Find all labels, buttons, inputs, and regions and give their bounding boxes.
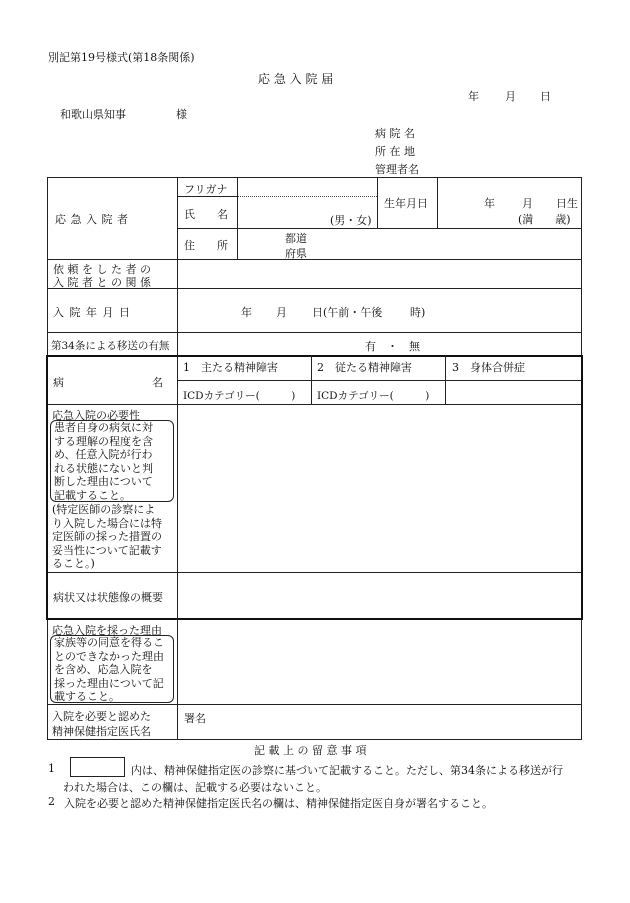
row-line xyxy=(47,704,582,705)
hospital-address-label: 所 在 地 xyxy=(375,145,415,158)
birthdate-label: 生年月日 xyxy=(384,197,428,210)
admission-day: 日(午前・午後 xyxy=(312,306,383,319)
necessity-heading: 応急入院の必要性 xyxy=(52,409,140,422)
reason-heading: 応急入院を採った理由 xyxy=(52,624,162,637)
diagnosis-col1-title: 1 主たる精神障害 xyxy=(183,361,278,374)
furigana-label: フリガナ xyxy=(184,183,228,196)
birth-month: 月 xyxy=(522,197,533,210)
date-month: 月 xyxy=(505,90,516,103)
note-2-text: 入院を必要と認めた精神保健指定医氏名の欄は、精神保健指定医自身が署名すること。 xyxy=(64,797,493,810)
diagnosis-col2-title: 2 従たる精神障害 xyxy=(317,361,412,374)
birthdate-left-divider xyxy=(377,177,378,228)
diagnosis-label: 病 名 xyxy=(53,376,163,389)
sex-label: (男・女) xyxy=(330,214,372,227)
date-day: 日 xyxy=(540,90,551,103)
address-label-divider xyxy=(237,228,238,259)
transfer-value: 有 ・ 無 xyxy=(365,340,420,353)
symptoms-label: 病状又は状態像の概要 xyxy=(53,591,163,604)
thick-right xyxy=(581,355,583,619)
admission-hour: 時) xyxy=(410,306,426,319)
addressee-suffix: 様 xyxy=(176,108,187,121)
transfer-label: 第34条による移送の有無 xyxy=(51,340,170,352)
necessity-extra-text: (特定医師の診察によ り入院した場合には特 定医師の採った措置の 妥当性について記載す ること。) xyxy=(52,503,162,570)
row-line xyxy=(177,380,582,381)
addressee: 和歌山県知事 xyxy=(60,108,126,121)
diagnosis-col3-title: 3 身体合併症 xyxy=(452,361,525,374)
note-legend-box xyxy=(70,757,125,777)
row-line xyxy=(47,404,582,405)
signature-label: 署名 xyxy=(184,712,206,725)
hospital-admin-label: 管理者名 xyxy=(375,163,419,176)
thick-top xyxy=(46,355,583,357)
note-2-number: 2 xyxy=(48,795,55,808)
doctor-label-line2: 精神保健指定医氏名 xyxy=(52,725,151,738)
diagnosis-divider-2 xyxy=(445,355,446,404)
row-line xyxy=(47,259,582,260)
label-column-divider xyxy=(177,177,178,740)
reason-bracket-text: 家族等の同意を得るこ とのできなかった理由 を含め、応急入院を 採った理由について記 載すること。 xyxy=(54,636,164,703)
relation-label-line2: 入 院 者 と の 関 係 xyxy=(53,276,151,289)
birth-day: 日生 xyxy=(556,197,578,210)
thick-bottom xyxy=(46,618,583,620)
icd-category-2: ICDカテゴリー( ) xyxy=(317,390,430,402)
doctor-label-line1: 入院を必要と認めた xyxy=(52,710,151,723)
note-1-number: 1 xyxy=(48,762,55,775)
relation-label-line1: 依 頼 を し た 者 の xyxy=(53,263,151,276)
diagnosis-divider-1 xyxy=(311,355,312,404)
name-label: 氏 名 xyxy=(184,208,228,221)
thick-left xyxy=(46,355,48,619)
note-1-continuation: われた場合は、この欄は、記載する必要はないこと。 xyxy=(63,781,327,794)
row-line xyxy=(47,572,582,573)
form-number: 別記第19号様式(第18条関係) xyxy=(48,51,195,64)
furigana-divider xyxy=(237,196,377,197)
note-1-text: 内は、精神保健指定医の診察に基づいて記載すること。ただし、第34条による移送が行 xyxy=(131,764,563,777)
birth-year: 年 xyxy=(484,197,495,210)
icd-category-1: ICDカテゴリー( ) xyxy=(183,390,296,402)
admission-year: 年 xyxy=(241,306,252,319)
necessity-bracket-text: 患者自身の病気に対 する理解の程度を含 め、任意入院が行わ れる状態にないと判 断した理由について 記載すること。 xyxy=(54,421,153,502)
patient-label: 応 急 入 院 者 xyxy=(55,213,129,226)
form-title: 応 急 入 院 届 xyxy=(258,72,334,86)
age-label: (満 歳) xyxy=(518,213,571,226)
admission-date-label: 入 院 年 月 日 xyxy=(53,306,131,319)
address-label: 住 所 xyxy=(184,239,228,252)
row-line xyxy=(47,332,582,333)
prefecture-label-2: 府県 xyxy=(285,247,307,260)
name-label-divider xyxy=(237,177,238,228)
date-year: 年 xyxy=(468,90,479,103)
prefecture-label-1: 都道 xyxy=(285,232,307,245)
admission-month: 月 xyxy=(276,306,287,319)
hospital-name-label: 病 院 名 xyxy=(375,127,415,140)
birthdate-right-divider xyxy=(437,177,438,228)
notes-title: 記 載 上 の 留 意 事 項 xyxy=(254,744,367,757)
